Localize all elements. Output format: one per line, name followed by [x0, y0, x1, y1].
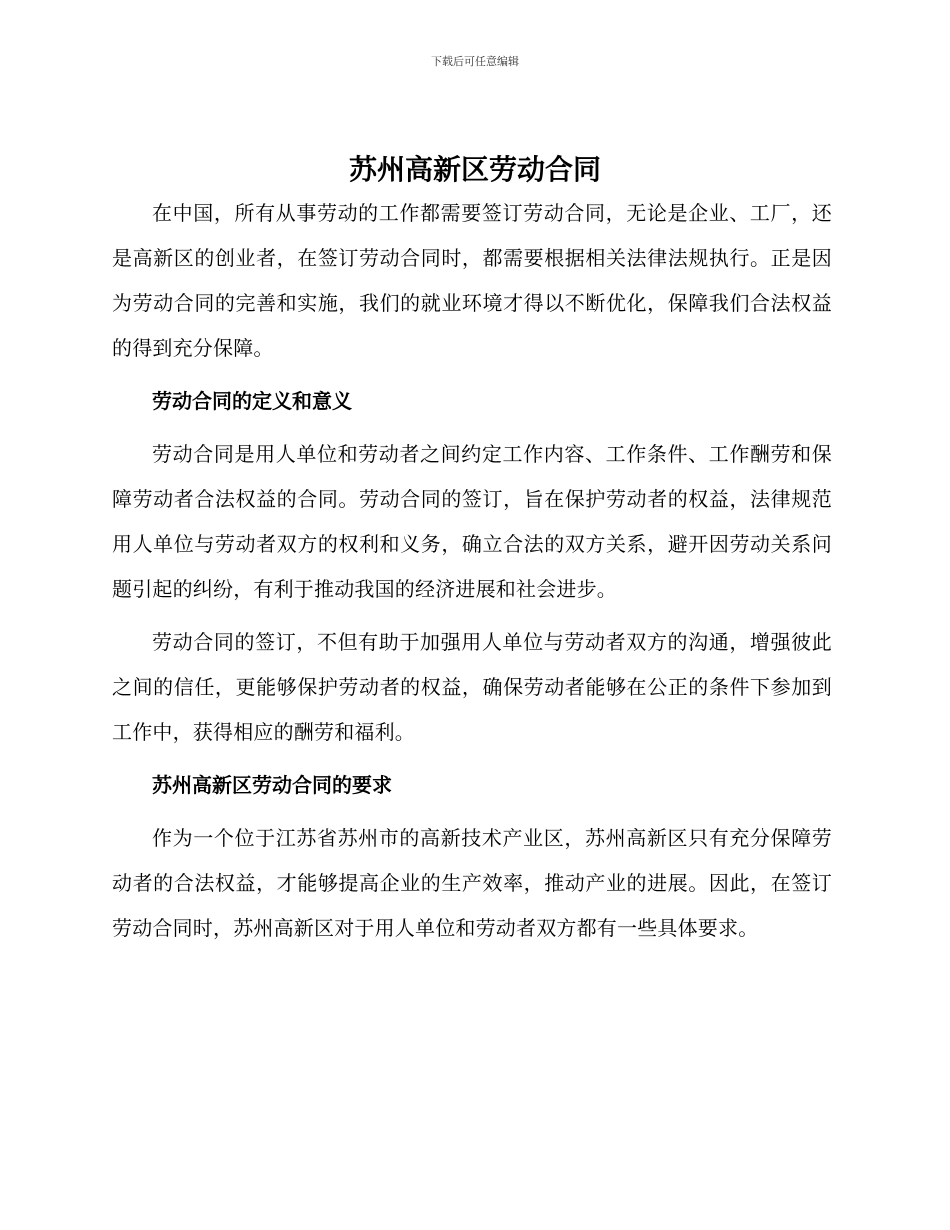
header-note: 下载后可任意编辑 — [431, 55, 519, 68]
document-title: 苏州高新区劳动合同 — [348, 153, 601, 186]
section-heading-definition: 劳动合同的定义和意义 — [152, 389, 352, 413]
paragraph-signing-benefits: 劳动合同的签订，不但有助于加强用人单位与劳动者双方的沟通，增强彼此之间的信任，更能够保护劳动者的权益，确保劳动者能够在公正的条件下参加到工作中，获得相应的酬劳和福利。 — [112, 630, 832, 744]
paragraph-requirements: 作为一个位于江苏省苏州市的高新技术产业区，苏州高新区只有充分保障劳动者的合法权益，才能够提高企业的生产效率，推动产业的进展。因此，在签订劳动合同时，苏州高新区对于用人单位和劳动者双方都有一些具体要求。 — [112, 826, 832, 940]
document-body — [112, 191, 832, 951]
section-heading-requirements: 苏州高新区劳动合同的要求 — [152, 773, 392, 797]
paragraph-intro: 在中国，所有从事劳动的工作都需要签订劳动合同，无论是企业、工厂，还是高新区的创业者，在签订劳动合同时，都需要根据相关法律法规执行。正是因为劳动合同的完善和实施，我们的就业环境才得以不断优化，保障我们合法权益的得到充分保障。 — [112, 201, 832, 360]
paragraph-definition: 劳动合同是用人单位和劳动者之间约定工作内容、工作条件、工作酬劳和保障劳动者合法权益的合同。劳动合同的签订，旨在保护劳动者的权益，法律规范用人单位与劳动者双方的权利和义务，确立合法的双方关系，避开因劳动关系问题引起的纠纷，有利于推动我国的经济进展和社会进步。 — [112, 442, 832, 601]
